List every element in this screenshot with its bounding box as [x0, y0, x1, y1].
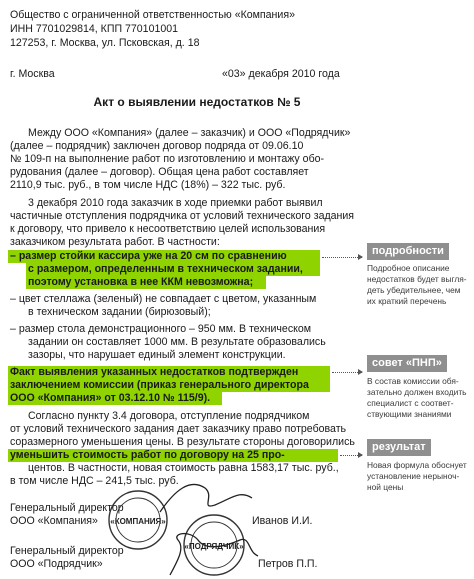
sig-name-1: Иванов И.И.	[252, 515, 313, 527]
tag-result: результат	[367, 439, 431, 456]
sig-role-1: Генеральный директор	[10, 502, 124, 514]
intro-line-5: 2110,9 тыс. руб., в том числе НДС (18%) – 322 тыс. руб.	[10, 179, 286, 191]
sig-org-2: ООО «Подрядчик»	[10, 558, 103, 570]
details-line-1: Подробное описание	[367, 263, 450, 273]
details-line-2: недостатков будет выгля-	[367, 274, 467, 284]
arrow-result	[358, 452, 363, 458]
date: «03» декабря 2010 года	[222, 68, 340, 80]
advice-line-3: специалист с соответ-	[367, 398, 454, 408]
para2-line-3: к договору, что привело к несоответствию целей использования	[10, 223, 326, 235]
header-inn: ИНН 7701029814, КПП 770101001	[10, 23, 179, 35]
intro-line-2: (далее – подрядчик) заключен договор подряда от 09.06.10	[10, 140, 304, 152]
commission-line-1: Факт выявления указанных недостатков подтвержден	[10, 366, 299, 378]
tag-details: подробности	[367, 243, 449, 260]
para4-line-2: от условий технического задания дает заказчику право потребовать	[10, 423, 347, 435]
para4-line-1: Согласно пункту 3.4 договора, отступление подрядчиком	[28, 410, 310, 422]
result-line-3: ной цены	[367, 482, 404, 492]
arrow-details	[358, 254, 363, 260]
advice-line-2: зательно должен входить	[367, 387, 467, 397]
intro-line-1: Между ООО «Компания» (далее – заказчик) и ООО «Подрядчик»	[28, 127, 351, 139]
para4-line-4: уменьшить стоимость работ по договору на 25 про-	[10, 449, 285, 461]
arrow-advice	[358, 369, 363, 375]
details-line-4: их краткий перечень	[367, 296, 447, 306]
para4-line-6: в том числе НДС – 241,5 тыс. руб.	[10, 475, 179, 487]
stamp-contractor	[184, 515, 244, 575]
defect1-line-1: – размер стойки кассира уже на 20 см по сравнению	[10, 250, 287, 262]
doc-title: Акт о выявлении недостатков № 5	[93, 95, 301, 109]
signature-1-scribble	[160, 484, 252, 512]
result-line-2: установление нерыноч-	[367, 471, 460, 481]
defect3-line-2: задании он составляет 1000 мм. В результате образовались	[28, 336, 326, 348]
intro-line-3: № 109-п на выполнение работ по изготовлению и монтажу обо-	[10, 153, 325, 165]
place: г. Москва	[10, 68, 55, 80]
defect3-line-1: – размер стола демонстрационного – 950 мм. В техническом	[10, 323, 312, 335]
para2-line-4: заказчиком результата работ. В частности:	[10, 236, 220, 248]
result-line-1: Новая формула обоснует	[367, 460, 467, 470]
stamp-company	[109, 491, 167, 549]
stamp-company-label: «КОМПАНИЯ»	[110, 517, 166, 526]
commission-line-3: ООО «Компания» от 03.12.10 № 115/9).	[10, 392, 211, 404]
details-line-3: деть убедительнее, чем	[367, 285, 461, 295]
defect3-line-3: зазоры, что нарушает единый элемент конструкции.	[28, 349, 286, 361]
intro-line-4: рудования (далее – договор). Общая цена работ составляет	[10, 166, 309, 178]
stamp-contractor-label: «ПОДРЯДЧИК»	[184, 542, 244, 551]
defect1-line-3: поэтому установка в нее ККМ невозможна;	[28, 276, 254, 288]
signature-2-scribble	[170, 534, 258, 575]
sig-role-2: Генеральный директор	[10, 545, 124, 557]
defect2-line-2: в техническом задании (бирюзовый);	[28, 306, 211, 318]
para4-line-5: центов. В частности, новая стоимость равна 1583,17 тыс. руб.,	[28, 462, 339, 474]
para2-line-1: 3 декабря 2010 года заказчик в ходе приемки работ выявил	[28, 197, 323, 209]
tag-advice: совет «ПНП»	[367, 355, 447, 372]
para2-line-2: частичные отступления подрядчика от условий технического задания	[10, 210, 355, 222]
para4-line-3: соразмерного уменьшения цены. В результате стороны договорились	[10, 436, 355, 448]
advice-line-1: В состав комиссии обя-	[367, 376, 459, 386]
header-company: Общество с ограниченной ответственностью «Компания»	[10, 9, 295, 21]
header-address: 127253, г. Москва, ул. Псковская, д. 18	[10, 37, 200, 49]
advice-line-4: ствующими знаниями	[367, 409, 452, 419]
defect1-line-2: с размером, определенным в техническом задании,	[28, 263, 303, 275]
sig-name-2: Петров П.П.	[258, 558, 318, 570]
defect2-line-1: – цвет стеллажа (зеленый) не совпадает с цветом, указанным	[10, 293, 317, 305]
connector-details	[322, 257, 362, 258]
sig-org-1: ООО «Компания»	[10, 515, 98, 527]
commission-line-2: заключением комиссии (приказ генерального директора	[10, 379, 309, 391]
